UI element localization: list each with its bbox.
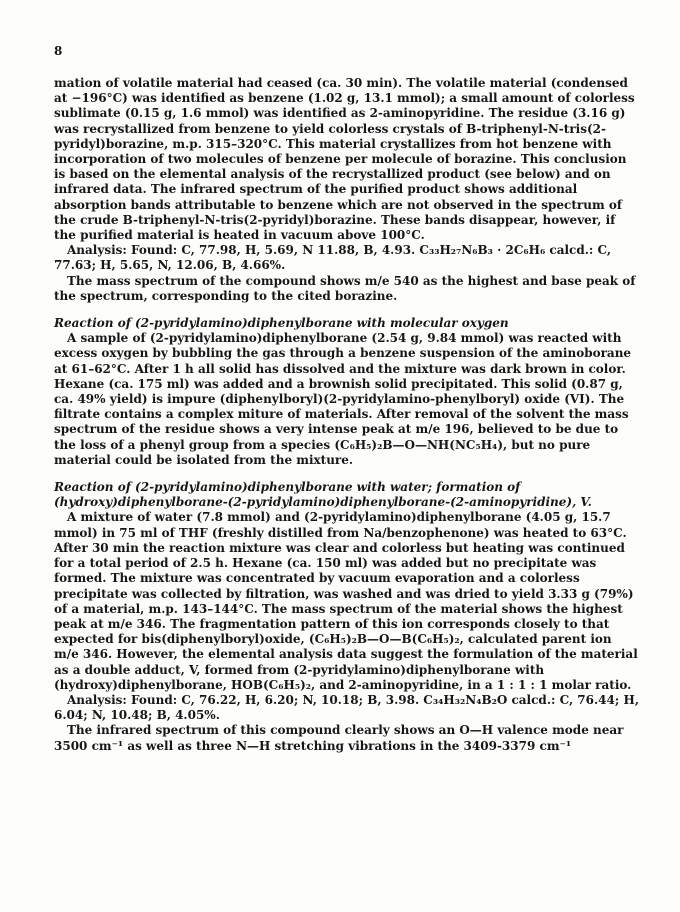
section-gap: [54, 304, 639, 316]
section-gap: [54, 468, 639, 480]
page-number: 8: [54, 44, 63, 58]
body-text: [54, 76, 639, 754]
section-heading-water: Reaction of (2-pyridylamino)diphenylborane with water; formation of (hydroxy)diphenylborane-(2-pyridylamino)diphenylborane-(2-aminopyridine), V.: [54, 480, 592, 510]
paragraph-borazine-isolation: mation of volatile material had ceased (ca. 30 min). The volatile material (condensed at −196°C) was identified as benzene (1.02 g, 13.1 mmol); a small amount of colorless sublimate (0.15 g, 1.6 mmol) was identified as 2-aminopyridine. The residue (3.16 g) was recrystallized from benzene to yield colorless crystals of B-triphenyl-N-tris(2-pyridyl)borazine, m.p. 315–320°C. This material crystallizes from hot benzene with incorporation of two molecules of benzene per molecule of borazine. This conclusion is based on the elemental analysis of the recrystallized product (see below) and on infrared data. The infrared spectrum of the purified product shows additional absorption bands attributable to benzene which are not observed in the spectrum of the crude B-triphenyl-N-tris(2-pyridyl)borazine. These bands disappear, however, if the purified material is heated in vacuum above 100°C.: [54, 76, 635, 243]
paragraph-infrared-spectrum: The infrared spectrum of this compound clearly shows an O—H valence mode near 3500 cm⁻¹ as well as three N—H stretching vibrations in the 3409-3379 cm⁻¹: [54, 723, 624, 753]
paragraph-analysis-borazine: Analysis: Found: C, 77.98, H, 5.69, N 11.88, B, 4.93. C₃₃H₂₇N₆B₃ · 2C₆H₆ calcd.: C, 77.63; H, 5.65, N, 12.06, B, 4.66%.: [54, 243, 612, 273]
section-heading-oxygen: Reaction of (2-pyridylamino)diphenylborane with molecular oxygen: [54, 316, 509, 331]
paragraph-mass-spectrum-borazine: The mass spectrum of the compound shows m/e 540 as the highest and base peak of the spectrum, corresponding to the cited borazine.: [54, 273, 636, 303]
paragraph-water-reaction: A mixture of water (7.8 mmol) and (2-pyridylamino)diphenylborane (4.05 g, 15.7 mmol) in 75 ml of THF (freshly distilled from Na/benzophenone) was heated to 63°C. After 30 min the reaction mixture was clear and colorless but heating was continued for a total period of 2.5 h. Hexane (ca. 150 ml) was added but no precipitate was formed. The mixture was concentrated by vacuum evaporation and a colorless precipitate was collected by filtration, was washed and was dried to yield 3.33 g (79%) of a material, m.p. 143–144°C. The mass spectrum of the material shows the highest peak at m/e 346. The fragmentation pattern of this ion corresponds closely to that expected for bis(diphenylboryl)oxide, (C₆H₅)₂B—O—B(C₆H₅)₂, calculated parent ion m/e 346. However, the elemental analysis data suggest the formulation of the material as a double adduct, V, formed from (2-pyridylamino)diphenylborane with (hydroxy)diphenylborane, HOB(C₆H₅)₂, and 2-aminopyridine, in a 1 : 1 : 1 molar ratio.: [54, 510, 638, 692]
paragraph-oxygen-reaction: A sample of (2-pyridylamino)diphenylborane (2.54 g, 9.84 mmol) was reacted with excess oxygen by bubbling the gas through a benzene suspension of the aminoborane at 61–62°C. After 1 h all solid has dissolved and the mixture was dark brown in color. Hexane (ca. 175 ml) was added and a brownish solid precipitated. This solid (0.87 g, ca. 49% yield) is impure (diphenylboryl)(2-pyridylamino-phenylboryl) oxide (VI). The filtrate contains a complex miture of materials. After removal of the solvent the mass spectrum of the residue shows a very intense peak at m/e 196, believed to be due to the loss of a phenyl group from a species (C₆H₅)₂B—O—NH(NC₅H₄), but no pure material could be isolated from the mixture.: [54, 331, 632, 467]
paragraph-analysis-adduct: Analysis: Found: C, 76.22, H, 6.20; N, 10.18; B, 3.98. C₃₄H₃₂N₄B₂O calcd.: C, 76.44; H, 6.04; N, 10.48; B, 4.05%.: [54, 692, 639, 723]
